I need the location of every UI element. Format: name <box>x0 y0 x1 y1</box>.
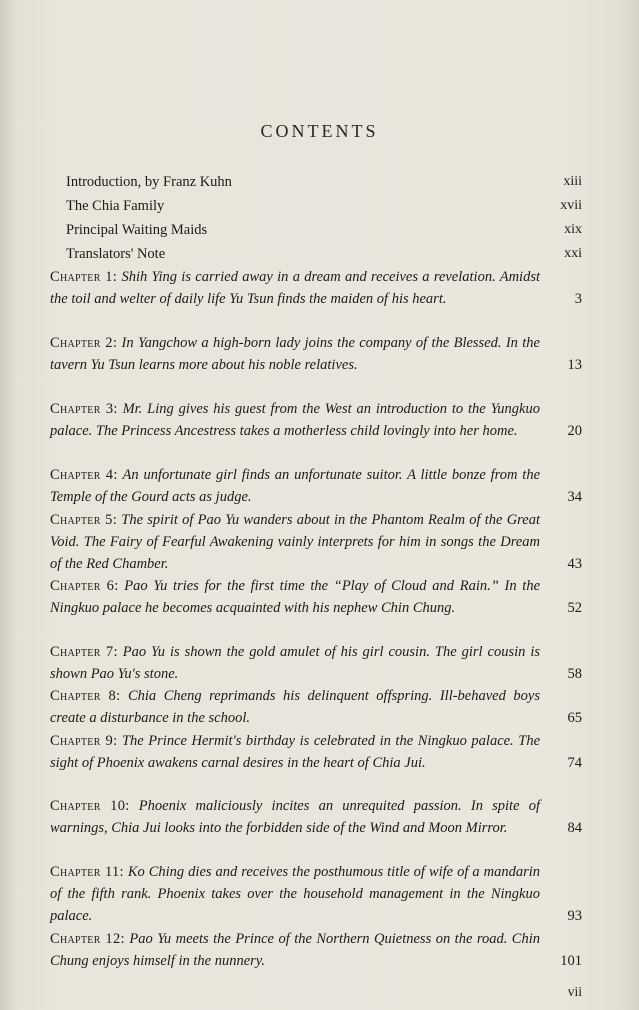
page-number: vii <box>567 984 582 999</box>
chapter-page: 43 <box>567 555 582 572</box>
entry-title: Translators' Note <box>66 246 166 262</box>
entry-page: xvii <box>560 198 582 213</box>
chapter-description: An unfortunate girl finds an unfortunate suitor. A little bonze from the Temple of the Gourd acts as judge. <box>50 467 541 505</box>
chapter-page: 13 <box>567 356 582 373</box>
chapter-description: Pao Yu tries for the first time the “Play of Cloud and Rain.” In the Ningkuo palace he becomes acquainted with his nephew Chin Chung. <box>50 578 541 616</box>
chapter-page: 93 <box>567 907 582 924</box>
chapter-label: Chapter 10: <box>50 798 130 814</box>
entry-title: Introduction, by Franz Kuhn <box>66 174 232 190</box>
chapter-entry <box>50 929 582 973</box>
front-matter-entry <box>66 194 582 218</box>
entry-page: xiii <box>563 174 582 189</box>
chapter-description: Mr. Ling gives his guest from the West an introduction to the Yungkuo palace. The Princess Ancestress takes a motherless child lovingly into her home. <box>50 401 540 439</box>
chapter-entry <box>50 576 582 620</box>
chapter-entry <box>50 731 582 775</box>
chapter-entry <box>50 510 582 575</box>
chapter-label: Chapter 9: <box>50 733 118 749</box>
entry-title: Principal Waiting Maids <box>66 222 208 238</box>
chapter-label: Chapter 8: <box>50 688 121 704</box>
chapter-description: Phoenix maliciously incites an unrequited passion. In spite of warnings, Chia Jui looks into the forbidden side of the Wind and Moon Mirror. <box>50 798 540 836</box>
chapter-entry <box>50 796 582 840</box>
chapter-label: Chapter 4: <box>50 467 118 483</box>
chapter-page: 74 <box>567 754 582 771</box>
front-matter-entry <box>66 242 582 266</box>
chapter-label: Chapter 2: <box>50 335 118 351</box>
chapter-page: 65 <box>567 709 582 726</box>
chapter-description: Shih Ying is carried away in a dream and receives a revelation. Amidst the toil and welter of daily life Yu Tsun finds the maiden of his heart. <box>50 269 541 307</box>
chapter-entry <box>50 642 582 686</box>
chapter-description: Chia Cheng reprimands his delinquent offspring. Ill-behaved boys create a disturbance in the school. <box>50 688 541 726</box>
chapter-description: Pao Yu is shown the gold amulet of his girl cousin. The girl cousin is shown Pao Yu's stone. <box>50 644 540 682</box>
chapter-entry <box>50 862 582 927</box>
chapter-label: Chapter 7: <box>50 644 118 660</box>
entry-page: xxi <box>564 246 582 261</box>
chapter-entry <box>50 333 582 377</box>
chapter-entry <box>50 267 582 311</box>
chapter-page: 34 <box>567 488 582 505</box>
front-matter-entry <box>66 170 582 194</box>
entry-title: The Chia Family <box>66 198 165 214</box>
front-matter-entry <box>66 218 582 242</box>
chapter-page: 84 <box>567 819 582 836</box>
chapter-description: Pao Yu meets the Prince of the Northern Quietness on the road. Chin Chung enjoys himself in the nunnery. <box>50 931 541 969</box>
chapter-label: Chapter 11: <box>50 864 124 880</box>
chapter-description: The Prince Hermit's birthday is celebrated in the Ningkuo palace. The sight of Phoenix awakens carnal desires in the heart of Chia Jui. <box>50 733 540 771</box>
chapter-label: Chapter 5: <box>50 512 118 528</box>
chapter-page: 101 <box>560 952 582 969</box>
chapter-label: Chapter 3: <box>50 401 118 417</box>
chapter-description: Ko Ching dies and receives the posthumous title of wife of a mandarin of the fifth rank. Phoenix takes over the household management in the Ningkuo palace. <box>50 864 540 924</box>
chapter-label: Chapter 1: <box>50 269 118 285</box>
chapter-page: 20 <box>567 422 582 439</box>
chapter-label: Chapter 12: <box>50 931 125 947</box>
chapter-page: 52 <box>567 599 582 616</box>
chapter-entry <box>50 686 582 730</box>
chapter-entry <box>50 465 582 509</box>
chapter-description: In Yangchow a high-born lady joins the company of the Blessed. In the tavern Yu Tsun learns more about his noble relatives. <box>50 335 540 373</box>
contents-heading: CONTENTS <box>260 121 379 141</box>
entry-page: xix <box>564 222 582 237</box>
chapter-page: 3 <box>574 290 582 307</box>
chapter-page: 58 <box>567 665 582 682</box>
chapter-entry <box>50 399 582 443</box>
chapter-label: Chapter 6: <box>50 578 119 594</box>
chapter-description: The spirit of Pao Yu wanders about in the Phantom Realm of the Great Void. The Fairy of Fearful Awakening vainly interprets for him in songs the Dream of the Red Chamber. <box>50 512 541 572</box>
